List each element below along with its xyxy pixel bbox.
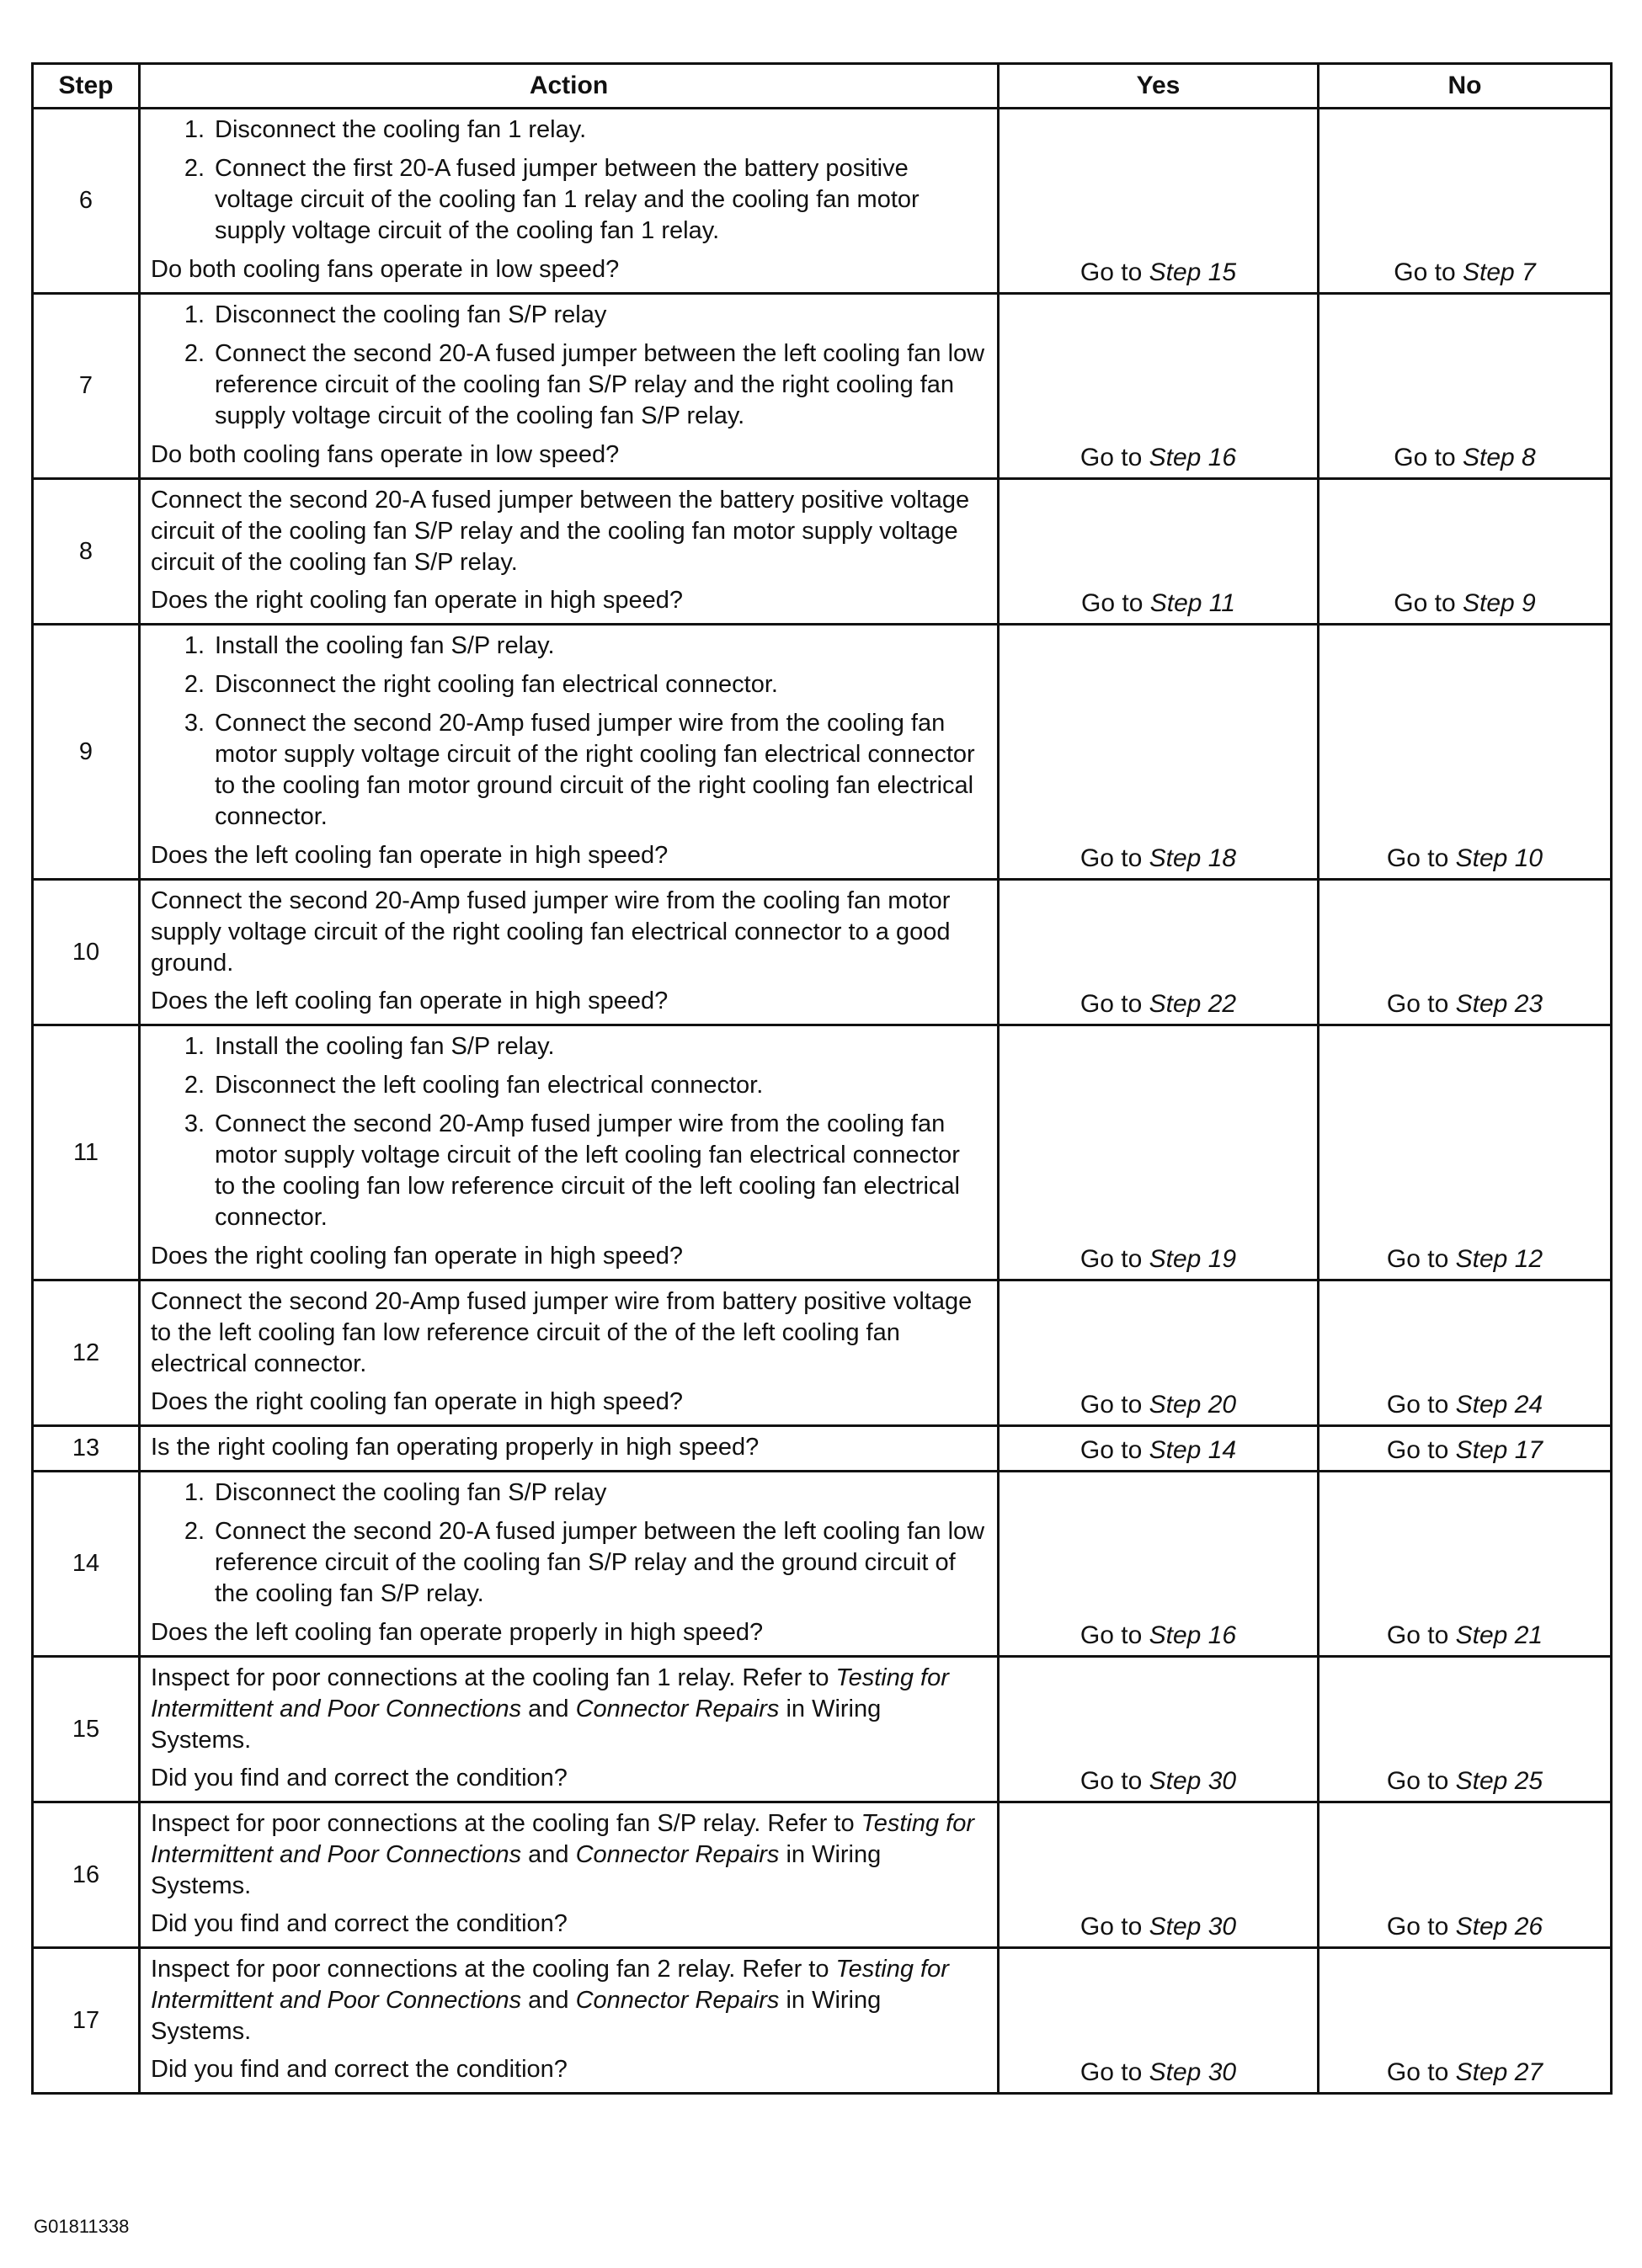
goto-prefix: Go to bbox=[1394, 258, 1463, 286]
goto-prefix: Go to bbox=[1080, 1767, 1149, 1795]
goto-prefix: Go to bbox=[1080, 1436, 1149, 1464]
list-item-text: Install the cooling fan S/P relay. bbox=[215, 632, 555, 659]
paragraph-text: Connect the second 20-Amp fused jumper wire from the cooling fan motor supply voltage circuit of the right cooling fan electrical connector to a good ground. bbox=[151, 887, 951, 977]
goto-prefix: Go to bbox=[1394, 444, 1463, 471]
action-list-item bbox=[151, 708, 987, 833]
no-goto bbox=[1319, 1391, 1610, 1419]
step-reference: Step 24 bbox=[1455, 1391, 1543, 1419]
no-cell bbox=[1319, 1802, 1612, 1948]
table-row bbox=[33, 625, 1612, 880]
action-question: Do both cooling fans operate in low speed? bbox=[151, 256, 620, 283]
action-cell bbox=[140, 1802, 999, 1948]
paragraph-text: in Wiring Systems. bbox=[151, 1841, 882, 1899]
step-number: 8 bbox=[33, 479, 140, 625]
yes-goto bbox=[1000, 990, 1317, 1019]
no-goto bbox=[1319, 1913, 1610, 1941]
header-step: Step bbox=[33, 64, 140, 109]
no-cell bbox=[1319, 1280, 1612, 1426]
yes-goto bbox=[1000, 1767, 1317, 1796]
list-number: 1. bbox=[184, 632, 205, 659]
paragraph-text: in Wiring Systems. bbox=[151, 1696, 882, 1754]
step-number: 7 bbox=[33, 294, 140, 479]
step-number: 11 bbox=[33, 1025, 140, 1280]
action-question: Did you find and correct the condition? bbox=[151, 1765, 568, 1792]
list-number: 1. bbox=[184, 1033, 205, 1060]
reference-title: Connector Repairs bbox=[575, 1696, 780, 1722]
paragraph-text: Inspect for poor connections at the cooling fan S/P relay. Refer to bbox=[151, 1810, 861, 1837]
list-item-text: Connect the second 20-A fused jumper between the left cooling fan low reference circuit of the cooling fan S/P relay and the ground circuit of the cooling fan S/P relay. bbox=[215, 1518, 985, 1607]
action-paragraph bbox=[151, 1808, 987, 1902]
step-reference: Step 14 bbox=[1149, 1436, 1237, 1464]
header-no: No bbox=[1319, 64, 1612, 109]
paragraph-text: Inspect for poor connections at the cooling fan 2 relay. Refer to bbox=[151, 1956, 836, 1983]
yes-goto bbox=[1000, 258, 1317, 287]
yes-cell bbox=[999, 625, 1319, 880]
goto-prefix: Go to bbox=[1080, 444, 1149, 471]
step-number: 9 bbox=[33, 625, 140, 880]
table-row bbox=[33, 1948, 1612, 2094]
paragraph-text: in Wiring Systems. bbox=[151, 1987, 882, 2045]
yes-goto bbox=[1000, 1245, 1317, 1274]
step-reference: Step 9 bbox=[1462, 589, 1536, 617]
yes-goto bbox=[1000, 589, 1317, 618]
goto-prefix: Go to bbox=[1386, 844, 1456, 872]
list-number: 2. bbox=[184, 1072, 205, 1099]
goto-prefix: Go to bbox=[1386, 990, 1456, 1018]
goto-prefix: Go to bbox=[1080, 1913, 1149, 1941]
action-question: Do both cooling fans operate in low speed? bbox=[151, 441, 620, 468]
action-list-item bbox=[151, 1516, 987, 1610]
action-question: Does the right cooling fan operate in high speed? bbox=[151, 1243, 683, 1270]
list-item-text: Disconnect the left cooling fan electrical connector. bbox=[215, 1072, 764, 1099]
table-row bbox=[33, 479, 1612, 625]
list-number: 2. bbox=[184, 671, 205, 698]
step-number: 10 bbox=[33, 880, 140, 1025]
list-item-text: Disconnect the right cooling fan electrical connector. bbox=[215, 671, 778, 698]
yes-cell bbox=[999, 109, 1319, 294]
action-paragraph bbox=[151, 1954, 987, 2047]
yes-cell bbox=[999, 1657, 1319, 1802]
reference-title: Connector Repairs bbox=[575, 1841, 780, 1868]
goto-prefix: Go to bbox=[1386, 1767, 1456, 1795]
action-list-item bbox=[151, 114, 987, 146]
yes-cell bbox=[999, 1426, 1319, 1472]
yes-goto bbox=[1000, 2058, 1317, 2087]
goto-prefix: Go to bbox=[1394, 589, 1463, 617]
action-cell bbox=[140, 1426, 999, 1472]
action-list-item bbox=[151, 1477, 987, 1509]
yes-cell bbox=[999, 1802, 1319, 1948]
no-cell bbox=[1319, 109, 1612, 294]
action-cell bbox=[140, 294, 999, 479]
step-reference: Step 7 bbox=[1462, 258, 1536, 286]
step-reference: Step 30 bbox=[1149, 1767, 1237, 1795]
no-cell bbox=[1319, 880, 1612, 1025]
goto-prefix: Go to bbox=[1080, 258, 1149, 286]
step-reference: Step 11 bbox=[1149, 589, 1235, 617]
action-list-item bbox=[151, 1070, 987, 1101]
action-cell bbox=[140, 479, 999, 625]
action-cell bbox=[140, 109, 999, 294]
no-cell bbox=[1319, 1426, 1612, 1472]
goto-prefix: Go to bbox=[1386, 1621, 1456, 1649]
no-cell bbox=[1319, 1472, 1612, 1657]
step-number: 16 bbox=[33, 1802, 140, 1948]
step-reference: Step 20 bbox=[1149, 1391, 1237, 1419]
step-reference: Step 15 bbox=[1149, 258, 1237, 286]
step-reference: Step 10 bbox=[1455, 844, 1543, 872]
list-number: 3. bbox=[184, 1110, 205, 1137]
yes-goto bbox=[1000, 844, 1317, 873]
action-question: Does the left cooling fan operate properly in high speed? bbox=[151, 1619, 764, 1646]
yes-cell bbox=[999, 1948, 1319, 2094]
list-item-text: Connect the second 20-Amp fused jumper wire from the cooling fan motor supply voltage circuit of the right cooling fan electrical connector to the cooling fan motor ground circuit of the right cooling fan electrical connector. bbox=[215, 710, 975, 830]
table-row bbox=[33, 1426, 1612, 1472]
step-number: 13 bbox=[33, 1426, 140, 1472]
step-reference: Step 30 bbox=[1149, 1913, 1237, 1941]
action-cell bbox=[140, 1472, 999, 1657]
goto-prefix: Go to bbox=[1386, 1391, 1456, 1419]
goto-prefix: Go to bbox=[1386, 1913, 1456, 1941]
table-row bbox=[33, 1472, 1612, 1657]
action-cell bbox=[140, 1280, 999, 1426]
action-question: Does the left cooling fan operate in high speed? bbox=[151, 988, 669, 1014]
no-cell bbox=[1319, 1948, 1612, 2094]
action-question: Does the right cooling fan operate in high speed? bbox=[151, 587, 683, 614]
action-question: Does the left cooling fan operate in high speed? bbox=[151, 842, 669, 869]
action-paragraph bbox=[151, 485, 987, 578]
step-reference: Step 22 bbox=[1149, 990, 1237, 1018]
step-number: 12 bbox=[33, 1280, 140, 1426]
yes-cell bbox=[999, 479, 1319, 625]
action-paragraph bbox=[151, 1663, 987, 1756]
table-row bbox=[33, 1802, 1612, 1948]
paragraph-text: Inspect for poor connections at the cooling fan 1 relay. Refer to bbox=[151, 1664, 836, 1691]
list-number: 2. bbox=[184, 1518, 205, 1545]
step-number: 6 bbox=[33, 109, 140, 294]
no-cell bbox=[1319, 1025, 1612, 1280]
no-goto bbox=[1319, 2058, 1610, 2087]
no-goto bbox=[1319, 444, 1610, 472]
list-item-text: Connect the first 20-A fused jumper between the battery positive voltage circuit of the cooling fan 1 relay and the cooling fan motor supply voltage circuit of the cooling fan 1 relay. bbox=[215, 155, 920, 244]
action-question: Did you find and correct the condition? bbox=[151, 2056, 568, 2083]
yes-cell bbox=[999, 1472, 1319, 1657]
table-body bbox=[33, 109, 1612, 2094]
paragraph-text: and bbox=[521, 1987, 576, 2014]
table-row bbox=[33, 109, 1612, 294]
step-reference: Step 25 bbox=[1455, 1767, 1543, 1795]
header-action: Action bbox=[140, 64, 999, 109]
step-reference: Step 26 bbox=[1455, 1913, 1543, 1941]
goto-prefix: Go to bbox=[1386, 1245, 1456, 1273]
goto-prefix: Go to bbox=[1386, 1436, 1456, 1464]
yes-goto bbox=[1000, 1621, 1317, 1650]
goto-prefix: Go to bbox=[1080, 990, 1149, 1018]
action-question: Is the right cooling fan operating properly in high speed? bbox=[151, 1434, 760, 1461]
action-cell bbox=[140, 880, 999, 1025]
paragraph-text: Connect the second 20-Amp fused jumper wire from battery positive voltage to the left cooling fan low reference circuit of the of the left cooling fan electrical connector. bbox=[151, 1288, 973, 1377]
table-row bbox=[33, 880, 1612, 1025]
goto-prefix: Go to bbox=[1081, 589, 1150, 617]
step-number: 17 bbox=[33, 1948, 140, 2094]
action-list-item bbox=[151, 300, 987, 331]
yes-cell bbox=[999, 1280, 1319, 1426]
list-item-text: Disconnect the cooling fan 1 relay. bbox=[215, 116, 587, 143]
action-cell bbox=[140, 1025, 999, 1280]
table-row bbox=[33, 1025, 1612, 1280]
no-cell bbox=[1319, 294, 1612, 479]
yes-cell bbox=[999, 294, 1319, 479]
paragraph-text: and bbox=[521, 1696, 576, 1722]
yes-goto bbox=[1000, 1913, 1317, 1941]
no-cell bbox=[1319, 479, 1612, 625]
no-cell bbox=[1319, 625, 1612, 880]
header-yes: Yes bbox=[999, 64, 1319, 109]
step-reference: Step 16 bbox=[1149, 1621, 1237, 1649]
no-goto bbox=[1319, 844, 1610, 873]
goto-prefix: Go to bbox=[1386, 2058, 1456, 2086]
no-goto bbox=[1319, 1245, 1610, 1274]
reference-title: Testing for Intermittent and Poor Connections bbox=[151, 1664, 949, 1722]
no-goto bbox=[1319, 1767, 1610, 1796]
action-list-item bbox=[151, 631, 987, 662]
goto-prefix: Go to bbox=[1080, 844, 1149, 872]
goto-prefix: Go to bbox=[1080, 2058, 1149, 2086]
reference-title: Testing for Intermittent and Poor Connections bbox=[151, 1810, 974, 1868]
list-number: 1. bbox=[184, 116, 205, 143]
no-goto bbox=[1319, 258, 1610, 287]
reference-title: Connector Repairs bbox=[575, 1987, 780, 2014]
diagnostic-table bbox=[31, 62, 1613, 2095]
goto-prefix: Go to bbox=[1080, 1621, 1149, 1649]
action-cell bbox=[140, 1657, 999, 1802]
yes-cell bbox=[999, 880, 1319, 1025]
goto-prefix: Go to bbox=[1080, 1245, 1149, 1273]
list-item-text: Install the cooling fan S/P relay. bbox=[215, 1033, 555, 1060]
list-item-text: Connect the second 20-Amp fused jumper wire from the cooling fan motor supply voltage circuit of the left cooling fan electrical connector to the cooling fan low reference circuit of the left cooling fan electrical connector. bbox=[215, 1110, 960, 1231]
no-goto bbox=[1319, 990, 1610, 1019]
list-number: 3. bbox=[184, 710, 205, 737]
table-row bbox=[33, 294, 1612, 479]
list-item-text: Connect the second 20-A fused jumper between the left cooling fan low reference circuit of the cooling fan S/P relay and the right cooling fan supply voltage circuit of the cooling fan S/P relay. bbox=[215, 340, 985, 429]
step-reference: Step 17 bbox=[1455, 1436, 1543, 1464]
list-item-text: Disconnect the cooling fan S/P relay bbox=[215, 301, 607, 328]
paragraph-text: and bbox=[521, 1841, 576, 1868]
step-reference: Step 16 bbox=[1149, 444, 1237, 471]
step-number: 15 bbox=[33, 1657, 140, 1802]
yes-goto bbox=[1000, 444, 1317, 472]
step-number: 14 bbox=[33, 1472, 140, 1657]
action-list-item bbox=[151, 338, 987, 432]
list-number: 1. bbox=[184, 301, 205, 328]
action-paragraph bbox=[151, 1286, 987, 1380]
list-number: 1. bbox=[184, 1479, 205, 1506]
header-row bbox=[33, 64, 1612, 109]
list-item-text: Disconnect the cooling fan S/P relay bbox=[215, 1479, 607, 1506]
step-reference: Step 30 bbox=[1149, 2058, 1237, 2086]
step-reference: Step 23 bbox=[1455, 990, 1543, 1018]
paragraph-text: Connect the second 20-A fused jumper between the battery positive voltage circuit of the cooling fan S/P relay and the cooling fan motor supply voltage circuit of the cooling fan S/P relay. bbox=[151, 487, 970, 576]
step-reference: Step 18 bbox=[1149, 844, 1237, 872]
action-cell bbox=[140, 1948, 999, 2094]
action-list-item bbox=[151, 669, 987, 700]
action-list-item bbox=[151, 1031, 987, 1062]
no-goto bbox=[1319, 1436, 1610, 1465]
yes-goto bbox=[1000, 1391, 1317, 1419]
reference-title: Testing for Intermittent and Poor Connections bbox=[151, 1956, 949, 2014]
step-reference: Step 12 bbox=[1455, 1245, 1543, 1273]
action-question: Does the right cooling fan operate in high speed? bbox=[151, 1388, 683, 1415]
action-paragraph bbox=[151, 886, 987, 979]
list-number: 2. bbox=[184, 155, 205, 182]
no-cell bbox=[1319, 1657, 1612, 1802]
yes-goto bbox=[1000, 1436, 1317, 1465]
step-reference: Step 21 bbox=[1455, 1621, 1543, 1649]
table-row bbox=[33, 1657, 1612, 1802]
step-reference: Step 27 bbox=[1455, 2058, 1543, 2086]
action-list-item bbox=[151, 153, 987, 247]
step-reference: Step 8 bbox=[1462, 444, 1536, 471]
action-cell bbox=[140, 625, 999, 880]
figure-id: G01811338 bbox=[34, 2216, 130, 2237]
goto-prefix: Go to bbox=[1080, 1391, 1149, 1419]
action-list-item bbox=[151, 1109, 987, 1233]
no-goto bbox=[1319, 589, 1610, 618]
list-number: 2. bbox=[184, 340, 205, 367]
yes-cell bbox=[999, 1025, 1319, 1280]
table-row bbox=[33, 1280, 1612, 1426]
no-goto bbox=[1319, 1621, 1610, 1650]
action-question: Did you find and correct the condition? bbox=[151, 1910, 568, 1937]
step-reference: Step 19 bbox=[1149, 1245, 1237, 1273]
